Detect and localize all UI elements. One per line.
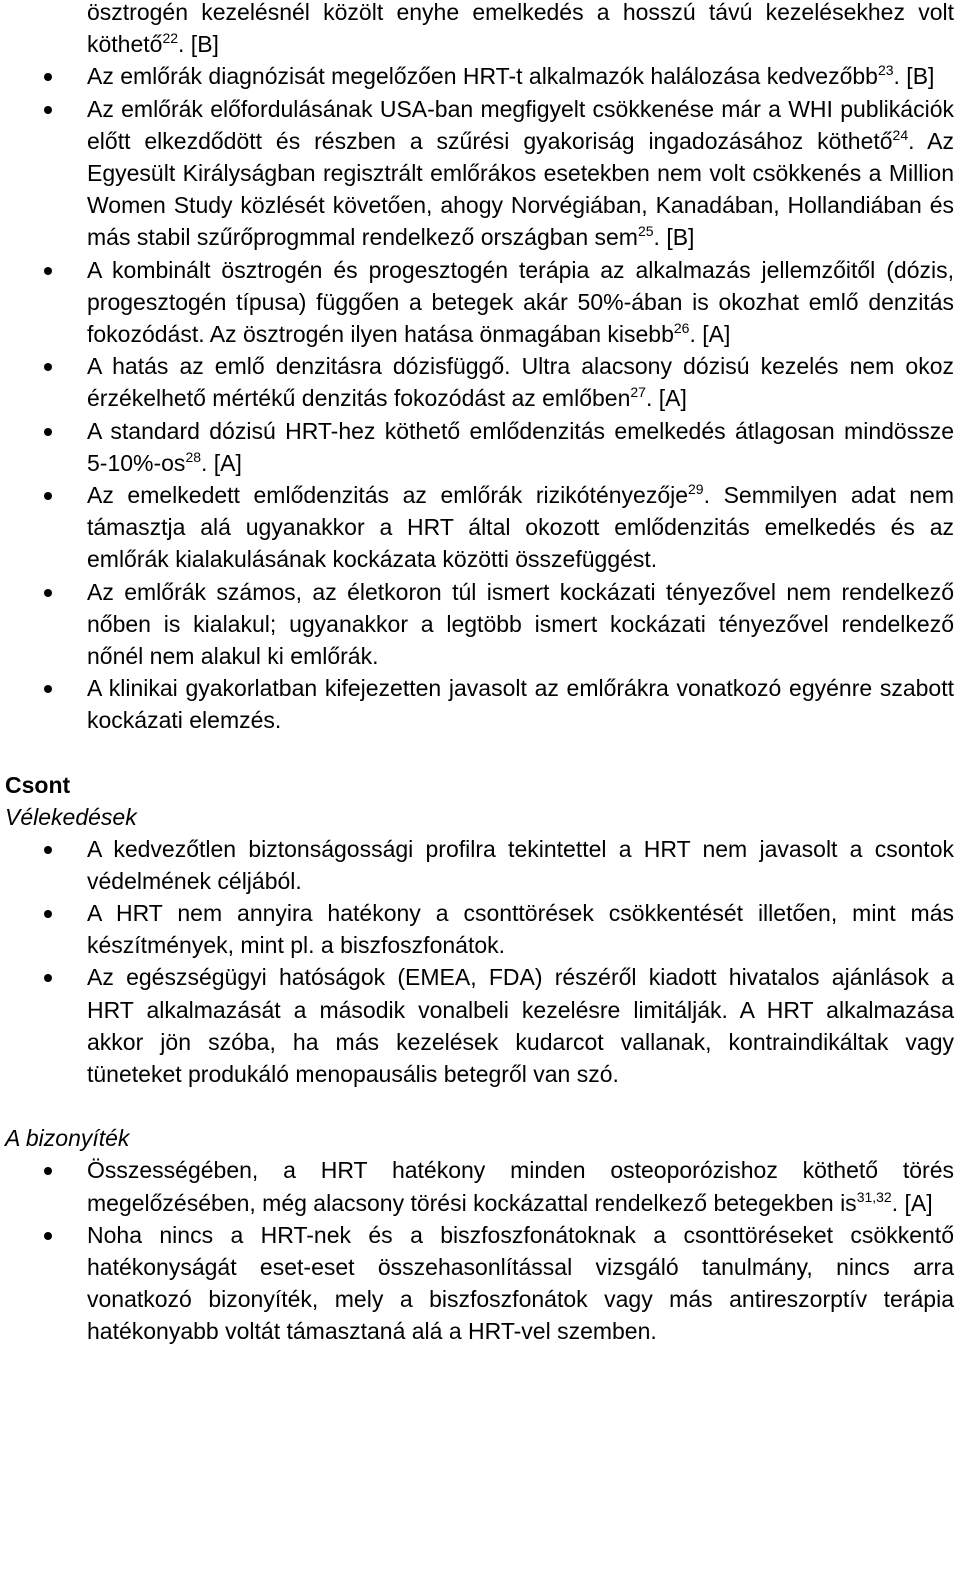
- bullet-icon: [44, 73, 52, 81]
- bullet-icon: [44, 589, 52, 597]
- reference-number: 31,32: [856, 1188, 892, 1205]
- reference-number: 26: [673, 320, 690, 337]
- list-item: Az emlőrák számos, az életkoron túl ismert kockázati tényezővel nem rendelkező nőben is kialakul; ugyanakkor a legtöbb ismert kockázati tényezővel rendelkező nőnél nem alakul ki emlőrák.: [0, 576, 960, 673]
- list-item: Noha nincs a HRT-nek és a biszfoszfonátoknak a csonttöréseket csökkentő hatékonyságát eset-eset összehasonlítással vizsgáló tanulmány, nincs arra vonatkozó bizonyíték, mely a biszfoszfonátok vagy más antireszorptív terápia hatékonyabb voltát támasztaná alá a HRT-vel szemben.: [0, 1219, 960, 1348]
- list-item: A klinikai gyakorlatban kifejezetten javasolt az emlőrákra vonatkozó egyénre szabott kockázati elemzés.: [0, 672, 960, 736]
- reference-number: 23: [877, 62, 894, 79]
- section-title: Csont: [5, 771, 71, 798]
- list-item: Az emelkedett emlődenzitás az emlőrák rizikótényezője$^{29}$. Semmilyen adat nem támasztja alá ugyanakkor a HRT által okozott emlődenzitás emelkedés és az emlőrák kialakulásának kockázata közötti összefüggést.: [0, 479, 960, 576]
- bullet-icon: [44, 910, 52, 918]
- list-item: A kombinált ösztrogén és progesztogén terápia az alkalmazás jellemzőitől (dózis, progesztogén típusa) függően a betegek akár 50%-ában is okozhat emlő denzitás fokozódást. Az ösztrogén ilyen hatása önmagában kisebb$^{26}$. [A]: [0, 254, 960, 351]
- reference-number: 24: [892, 126, 909, 143]
- list-item: Az egészségügyi hatóságok (EMEA, FDA) részéről kiadott hivatalos ajánlások a HRT alkalmazását a második vonalbeli kezelésre limitálják. A HRT alkalmazása akkor jön szóba, ha más kezelések kudarcot vallanak, kontraindikáltak vagy tüneteket produkáló menopausális betegről van szó.: [0, 961, 960, 1090]
- list-item: Az emlőrák diagnózisát megelőzően HRT-t alkalmazók halálozása kedvezőbb$^{23}$. [B]: [0, 60, 960, 92]
- list-item: A kedvezőtlen biztonságossági profilra tekintettel a HRT nem javasolt a csontok védelmének céljából.: [0, 833, 960, 897]
- reference-number: 27: [630, 384, 646, 401]
- bullet-icon: [44, 363, 52, 371]
- list-item: A HRT nem annyira hatékony a csonttörések csökkentését illetően, mint más készítmények, mint pl. a biszfoszfonátok.: [0, 897, 960, 961]
- bullet-icon: [44, 1232, 52, 1240]
- bullet-icon: [44, 846, 52, 854]
- list-item: A hatás az emlő denzitásra dózisfüggő. Ultra alacsony dózisú kezelés nem okoz érzékelhető mértékű denzitás fokozódást az emlőben$^{27}$. [A]: [0, 350, 960, 414]
- opinions-list: [0, 833, 960, 1091]
- bullet-icon: [44, 1167, 52, 1175]
- continued-paragraph: ösztrogén kezelésnél közölt enyhe emelkedés a hosszú távú kezelésekhez volt köthető$^{22}$. [B]: [87, 0, 954, 58]
- bullet-icon: [44, 428, 52, 436]
- bullet-icon: [44, 267, 52, 275]
- bullet-icon: [44, 492, 52, 500]
- reference-number: 29: [688, 481, 704, 498]
- evidence-list: [0, 1154, 960, 1347]
- list-item: A standard dózisú HRT-hez köthető emlődenzitás emelkedés átlagosan mindössze $5-10\%-os^{28}$. [A]: [0, 415, 960, 479]
- bullet-icon: [44, 685, 52, 693]
- subheading-evidence: A bizonyíték: [5, 1125, 130, 1152]
- reference-number: 28: [185, 448, 202, 465]
- breast-findings-list: [0, 60, 960, 736]
- bullet-icon: [44, 974, 52, 982]
- reference-number: 22: [162, 30, 179, 47]
- bullet-icon: [44, 106, 52, 114]
- list-item: Összességében, a HRT hatékony minden osteoporózishoz köthető törés megelőzésében, még alacsony törési kockázattal rendelkező betegekben is$^{31,32}$. [A]: [0, 1154, 960, 1218]
- list-item: Az emlőrák előfordulásának USA-ban megfigyelt csökkenése már a WHI publikációk előtt elkezdődött és részben a szűrési gyakoriság ingadozásához köthető$^{24}$. Az Egyesült Királyságban regisztrált emlőrákos esetekben nem volt csökkenés a Million Women Study közlését követően, ahogy Norvégiában, Kanadában, Hollandiában és más stabil szűrőprogmmal rendelkező országban sem$^{25}$. [B]: [0, 93, 960, 254]
- reference-number: 25: [637, 223, 654, 240]
- subheading-opinions: Vélekedések: [5, 803, 137, 830]
